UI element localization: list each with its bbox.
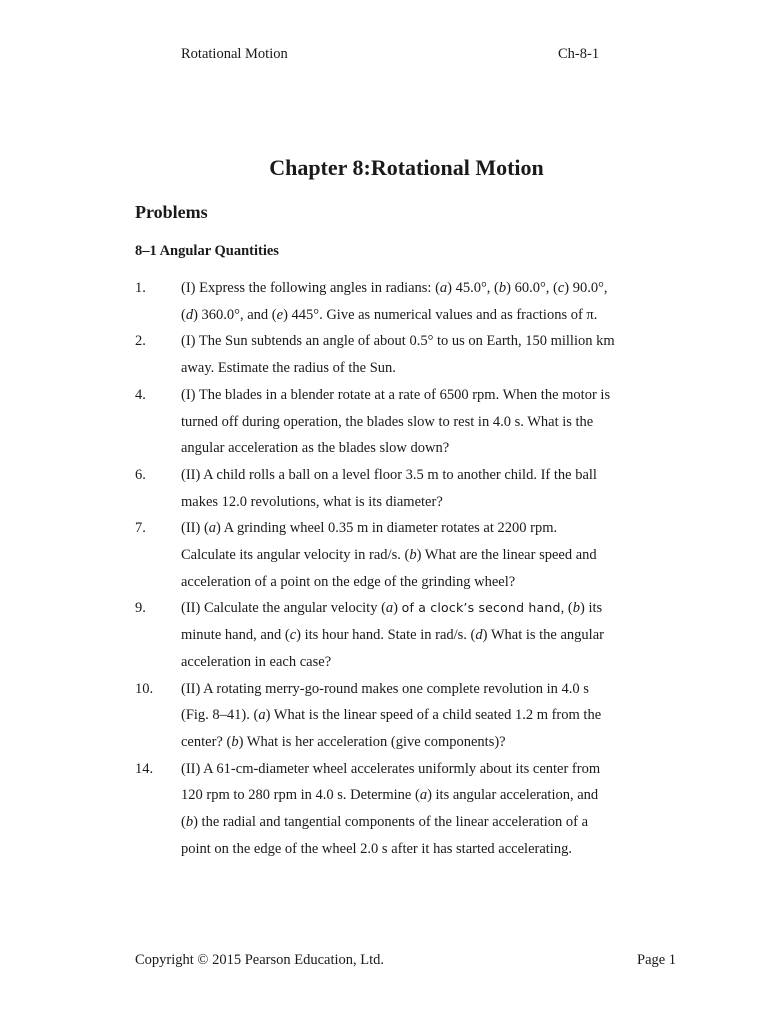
problem-text-line — [181, 355, 655, 382]
italic-label: b — [409, 547, 417, 564]
problem-text-line — [181, 729, 655, 756]
problem-text-line — [181, 622, 655, 649]
problem-text-line — [181, 836, 655, 863]
problem-text-line — [181, 702, 655, 729]
text-run: 120 rpm to 280 rpm in 4.0 s. Determine ( — [181, 787, 420, 804]
text-run: center? ( — [181, 733, 232, 750]
problem-text-line — [181, 328, 655, 355]
problem-number: 1. — [135, 280, 146, 296]
text-run: acceleration of a point on the edge of the grinding wheel? — [181, 573, 516, 590]
problem-text — [181, 382, 655, 462]
problem-number: 10. — [135, 680, 154, 697]
problem-text-line — [181, 569, 655, 596]
text-run: ) What is her acceleration (give components)? — [238, 733, 506, 750]
text-run: ( — [181, 814, 186, 831]
problem-text-line — [181, 515, 655, 542]
text-run: (II) A child rolls a ball on a level floor 3.5 m to another child. If the ball — [181, 466, 597, 483]
italic-label: a — [258, 707, 266, 724]
italic-label: e — [276, 306, 284, 323]
footer-page-number: Page 1 — [637, 952, 677, 968]
italic-label: b — [185, 814, 194, 831]
text-run: (II) A 61-cm-diameter wheel accelerates uniformly about its center from — [181, 760, 601, 777]
problem-number: 6. — [135, 466, 146, 483]
italic-label: a — [385, 600, 394, 617]
alt-font-run: of a clock’s second hand — [401, 600, 561, 616]
problem-text — [181, 756, 655, 863]
text-run: ) the radial and tangential components of the linear acceleration of a — [193, 814, 589, 831]
problem-item — [135, 756, 655, 863]
chapter-title: Chapter 8:Rotational Motion — [269, 155, 544, 180]
italic-label: a — [439, 280, 448, 296]
italic-label: b — [231, 733, 239, 750]
problem-text-line — [181, 809, 655, 836]
text-run: ) 445°. Give as numerical values and as fractions of π. — [283, 306, 598, 323]
italic-label: a — [208, 520, 217, 537]
problem-item — [135, 676, 655, 756]
problem-text — [181, 676, 655, 756]
problem-text-line — [181, 302, 655, 329]
italic-label: b — [498, 280, 507, 296]
problem-item — [135, 515, 655, 595]
text-run: makes 12.0 revolutions, what is its diameter? — [181, 493, 443, 510]
problem-item — [135, 275, 655, 328]
text-run: ) 60.0°, ( — [506, 280, 558, 296]
text-run: , ( — [560, 600, 573, 617]
italic-label: c — [289, 627, 297, 644]
text-run: (Fig. 8–41). ( — [181, 707, 259, 724]
italic-label: d — [475, 627, 483, 644]
text-run: (II) ( — [181, 520, 209, 537]
running-header-chapter: Ch-8-1 — [558, 46, 600, 62]
text-run: turned off during operation, the blades slow to rest in 4.0 s. What is the — [181, 413, 594, 430]
italic-label: a — [419, 787, 428, 804]
problem-text-line — [181, 275, 655, 302]
problem-text-line — [181, 409, 655, 436]
text-run: ) its angular acceleration, and — [427, 787, 599, 804]
text-run: ) What is the angular — [482, 627, 604, 644]
problem-text-line — [181, 756, 655, 783]
text-run: ) 45.0°, ( — [447, 280, 499, 296]
problem-text — [181, 515, 655, 595]
problem-item — [135, 382, 655, 462]
text-run: ) 360.0°, and ( — [193, 306, 277, 323]
problem-text — [181, 462, 655, 515]
italic-label: d — [185, 306, 194, 323]
text-run: ) its hour hand. State in rad/s. ( — [296, 627, 476, 644]
problem-text-line — [181, 435, 655, 462]
problem-number: 14. — [135, 760, 154, 777]
problem-text-line — [181, 489, 655, 516]
text-run: (II) A rotating merry-go-round makes one complete revolution in 4.0 s — [181, 680, 589, 697]
subsection-heading: 8–1 Angular Quantities — [135, 243, 279, 259]
italic-label: c — [557, 280, 565, 296]
problem-text-line — [181, 542, 655, 569]
text-run: point on the edge of the wheel 2.0 s after it has started accelerating. — [181, 840, 572, 857]
problem-text-line — [181, 782, 655, 809]
running-header-title: Rotational Motion — [181, 46, 288, 62]
problem-number: 7. — [135, 520, 146, 537]
problem-list — [135, 275, 655, 862]
problem-text — [181, 275, 655, 328]
problem-text-line — [181, 595, 655, 622]
problem-number: 9. — [135, 600, 146, 617]
problem-item — [135, 328, 655, 381]
text-run: away. Estimate the radius of the Sun. — [181, 360, 396, 377]
text-run: angular acceleration as the blades slow down? — [181, 440, 450, 457]
text-run: minute hand, and ( — [181, 627, 290, 644]
problem-text-line — [181, 462, 655, 489]
problem-text — [181, 328, 655, 381]
text-run: ) What are the linear speed and — [416, 547, 597, 564]
text-run: (II) Calculate the angular velocity ( — [181, 600, 386, 617]
text-run: acceleration in each case? — [181, 653, 332, 670]
text-run: ) its — [580, 600, 603, 617]
italic-label: b — [572, 600, 580, 617]
problem-item — [135, 462, 655, 515]
problem-number: 2. — [135, 333, 146, 350]
text-run: ( — [181, 306, 186, 323]
text-run: ) A grinding wheel 0.35 m in diameter rotates at 2200 rpm. — [216, 520, 558, 537]
text-run: ) 90.0°, — [564, 280, 608, 296]
text-run: ) What is the linear speed of a child seated 1.2 m from the — [265, 707, 602, 724]
footer-copyright: Copyright © 2015 Pearson Education, Ltd. — [135, 952, 385, 968]
text-run: (I) The Sun subtends an angle of about 0.5° to us on Earth, 150 million km — [181, 333, 615, 350]
text-run: (I) The blades in a blender rotate at a rate of 6500 rpm. When the motor is — [181, 386, 611, 403]
problem-number: 4. — [135, 386, 146, 403]
text-run: (I) Express the following angles in radians: ( — [181, 280, 440, 296]
problem-text-line — [181, 676, 655, 703]
problem-text-line — [181, 649, 655, 676]
problem-text — [181, 595, 655, 675]
text-run: Calculate its angular velocity in rad/s. ( — [181, 547, 410, 564]
problem-text-line — [181, 382, 655, 409]
text-run: ) — [393, 600, 402, 617]
problem-item — [135, 595, 655, 675]
section-heading: Problems — [135, 202, 208, 222]
